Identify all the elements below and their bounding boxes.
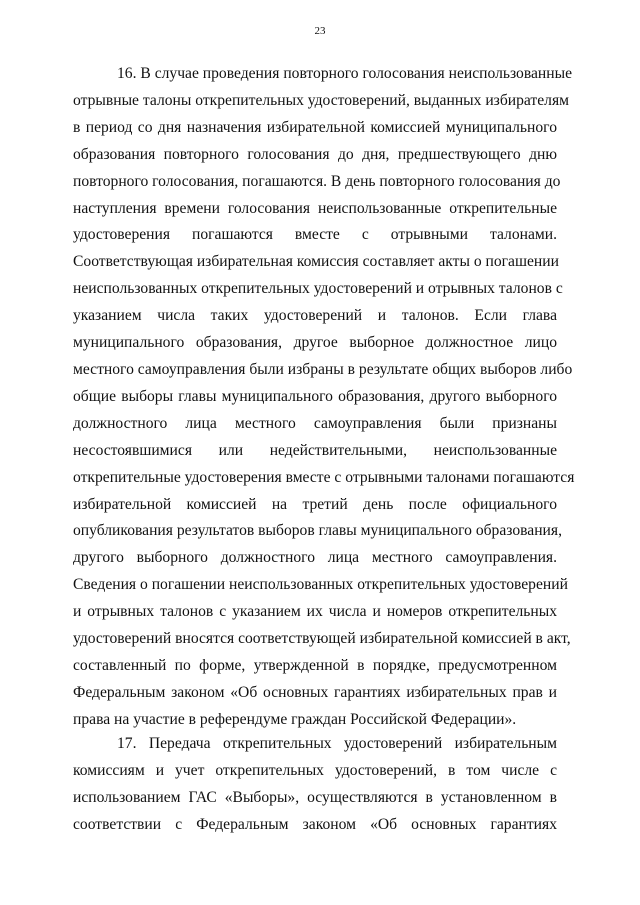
text-line: несостоявшимися или недействительными, неиспользованные	[73, 441, 557, 459]
text-line: муниципального образования, другое выборное должностное лицо	[73, 334, 557, 352]
text-line: отрывные талоны открепительных удостоверений, выданных избирателям	[73, 91, 569, 109]
text-line: Соответствующая избирательная комиссия составляет акты о погашении	[73, 253, 559, 271]
page-number: 23	[314, 25, 326, 37]
text-line: составленный по форме, утвержденной в порядке, предусмотренном	[73, 656, 557, 674]
text-line: удостоверения погашаются вместе с отрывными талонами.	[73, 226, 557, 244]
text-line: другого выборного должностного лица местного самоуправления.	[73, 549, 557, 567]
text-line: указанием числа таких удостоверений и талонов. Если глава	[73, 307, 557, 325]
paragraph-17	[73, 731, 557, 839]
text-line: Сведения о погашении неиспользованных открепительных удостоверений	[73, 576, 568, 594]
text-line: 16. В случае проведения повторного голосования неиспользованные	[117, 65, 572, 82]
text-line: 17. Передача открепительных удостоверений избирательным	[117, 735, 557, 752]
text-line: соответствии с Федеральным законом «Об основных гарантиях	[73, 815, 557, 833]
text-line: избирательной комиссией на третий день после официального	[73, 495, 557, 513]
text-line: должностного лица местного самоуправления были признаны	[73, 414, 557, 432]
text-line: и отрывных талонов с указанием их числа и номеров открепительных	[73, 603, 557, 621]
text-line: удостоверений вносятся соответствующей избирательной комиссией в акт,	[73, 630, 571, 648]
text-line: наступления времени голосования неиспользованные открепительные	[73, 199, 557, 217]
text-line: опубликования результатов выборов главы муниципального образования,	[73, 522, 562, 540]
text-line: в период со дня назначения избирательной комиссией муниципального	[73, 118, 557, 136]
text-line: использованием ГАС «Выборы», осуществляются в установленном в	[73, 788, 557, 806]
text-line: образования повторного голосования до дня, предшествующего дню	[73, 145, 557, 163]
text-line: права на участие в референдуме граждан Российской Федерации».	[73, 710, 517, 728]
text-line: неиспользованных открепительных удостоверений и отрывных талонов с	[73, 280, 563, 298]
text-line: комиссиям и учет открепительных удостоверений, в том числе с	[73, 761, 557, 779]
text-line: местного самоуправления были избраны в результате общих выборов либо	[73, 360, 573, 378]
paragraph-16	[73, 61, 575, 734]
text-line: открепительные удостоверения вместе с отрывными талонами погашаются	[73, 468, 575, 486]
text-line: повторного голосования, погашаются. В день повторного голосования до	[73, 172, 561, 190]
text-line: общие выборы главы муниципального образования, другого выборного	[73, 387, 557, 405]
text-line: Федеральным законом «Об основных гарантиях избирательных прав и	[73, 683, 557, 701]
